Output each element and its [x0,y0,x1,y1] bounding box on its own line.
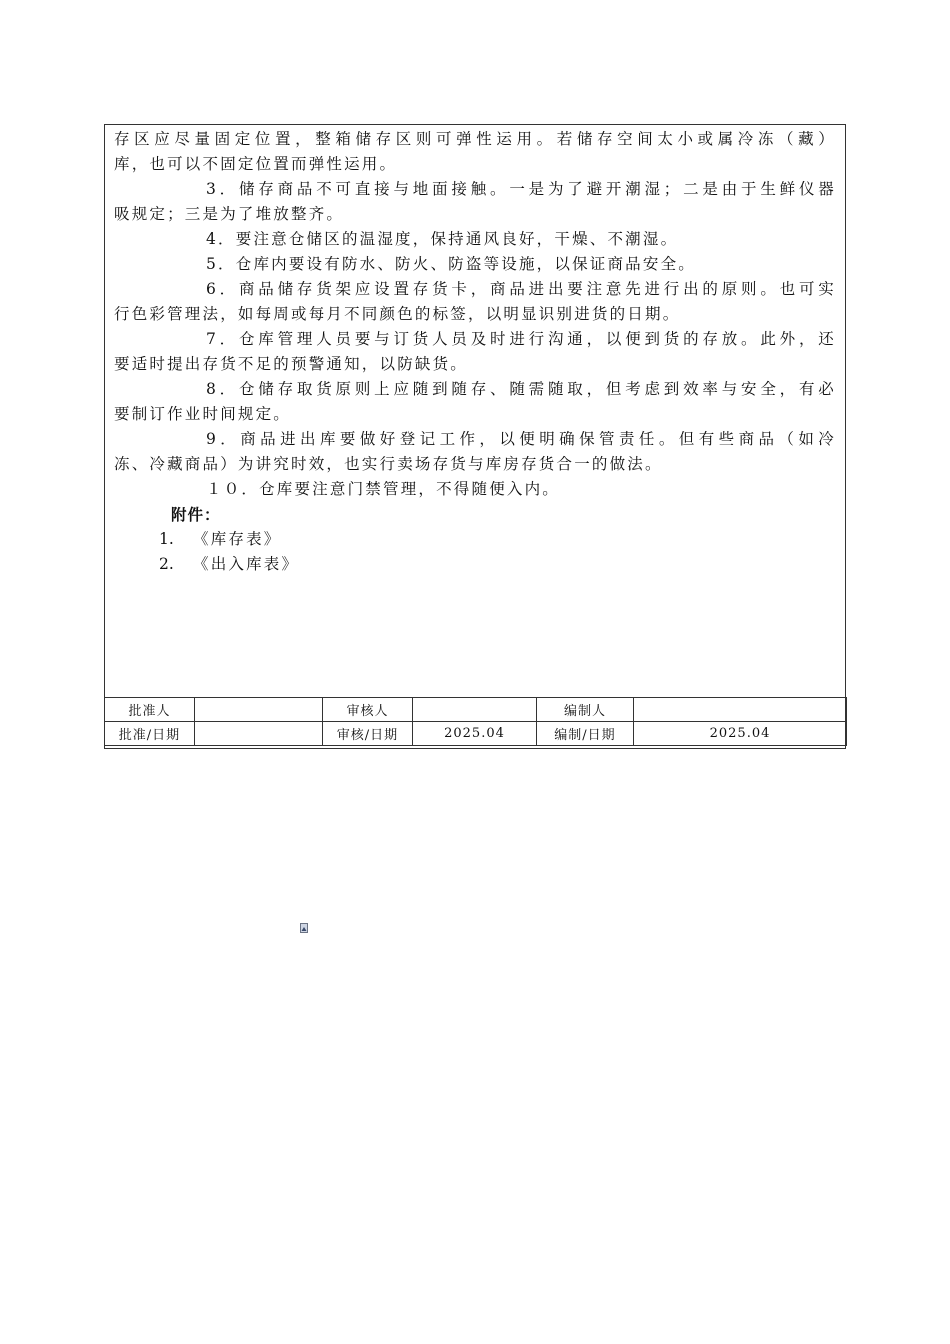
body-line: 行色彩管理法，如每周或每月不同颜色的标签，以明显识别进货的日期。 [114,305,681,323]
editor-label: 编制人 [537,698,634,722]
signature-row [105,698,847,722]
editor-value [634,698,847,722]
approver-label: 批准人 [105,698,195,722]
body-line: 要制订作业时间规定。 [114,405,292,423]
clause-7: 7．仓库管理人员要与订货人员及时进行沟通，以便到货的存放。此外，还 [206,330,836,348]
attachments-title: 附件： [171,505,221,524]
attachment-name: 《出入库表》 [193,555,300,573]
signature-table [104,697,847,746]
body-line: 冻、冷藏商品）为讲究时效，也实行卖场存货与库房存货合一的做法。 [114,455,663,473]
document-body [114,127,836,697]
body-line: 吸规定；三是为了堆放整齐。 [114,205,345,223]
attachment-name: 《库存表》 [193,530,282,548]
attachment-number: 2. [159,555,174,573]
review-date-label: 审核/日期 [323,722,413,746]
approve-date-value [195,722,323,746]
clause-6: 6．商品储存货架应设置存货卡，商品进出要注意先进行出的原则。也可实 [206,280,836,298]
clause-9: 9．商品进出库要做好登记工作，以便明确保管责任。但有些商品（如冷 [206,430,836,448]
clause-10: １０．仓库要注意门禁管理，不得随便入内。 [206,480,561,498]
clause-8: 8．仓储存取货原则上应随到随存、随需随取，但考虑到效率与安全，有必 [206,380,836,398]
reviewer-label: 审核人 [323,698,413,722]
review-date-value: 2025.04 [413,722,537,746]
edit-date-value: 2025.04 [634,722,847,746]
clause-3: 3．储存商品不可直接与地面接触。一是为了避开潮湿；二是由于生鲜仪器 [206,180,836,198]
date-row [105,722,847,746]
attachment-item [114,527,836,552]
approver-value [195,698,323,722]
reviewer-value [413,698,537,722]
attachment-item [114,552,836,577]
image-placeholder-icon [300,923,308,933]
clause-5: 5．仓库内要设有防水、防火、防盗等设施，以保证商品安全。 [206,255,696,273]
body-line: 要适时提出存货不足的预警通知，以防缺货。 [114,355,469,373]
attachment-number: 1. [159,530,174,548]
body-line: 库，也可以不固定位置而弹性运用。 [114,155,398,173]
document-frame [104,124,846,749]
approve-date-label: 批准/日期 [105,722,195,746]
edit-date-label: 编制/日期 [537,722,634,746]
clause-4: 4．要注意仓储区的温湿度，保持通风良好，干燥、不潮湿。 [206,230,679,248]
body-line: 存区应尽量固定位置，整箱储存区则可弹性运用。若储存空间太小或属冷冻（藏） [114,130,836,148]
